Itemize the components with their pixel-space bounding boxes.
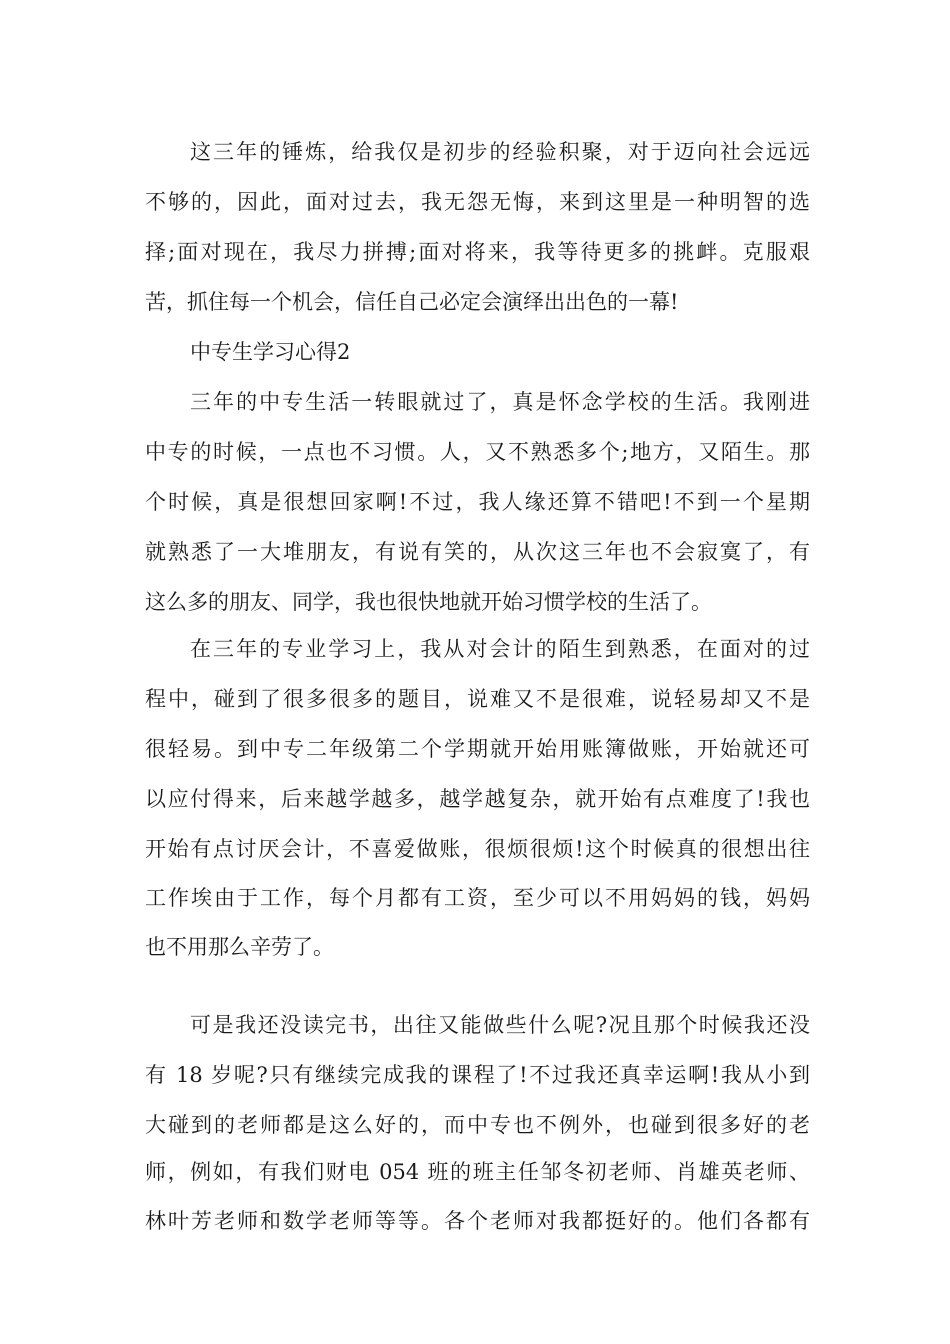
paragraph-3-line-4: 以应付得来，后来越学越多，越学越复杂，就开始有点难度了!我也 xyxy=(145,787,810,811)
paragraph-2-line-5: 这么多的朋友、同学，我也很快地就开始习惯学校的生活了。 xyxy=(145,590,712,614)
paragraph-2-line-3: 个时候，真是很想回家啊!不过，我人缘还算不错吧!不到一个星期 xyxy=(145,490,810,514)
paragraph-3-line-5: 开始有点讨厌会计，不喜爱做账，很烦很烦!这个时候真的很想出往 xyxy=(145,837,810,861)
section-heading: 中专生学习心得2 xyxy=(190,340,351,364)
paragraph-1-line-2: 不够的，因此，面对过去，我无怨无悔，来到这里是一种明智的选 xyxy=(145,190,810,214)
paragraph-1-line-1: 这三年的锤炼，给我仅是初步的经验积聚，对于迈向社会远远 xyxy=(190,140,810,164)
paragraph-2-line-4: 就熟悉了一大堆朋友，有说有笑的，从次这三年也不会寂寞了，有 xyxy=(145,540,810,564)
paragraph-4-line-5: 林叶芳老师和数学老师等等。各个老师对我都挺好的。他们各都有 xyxy=(145,1209,810,1233)
paragraph-2-line-2: 中专的时候，一点也不习惯。人，又不熟悉多个;地方，又陌生。那 xyxy=(145,440,810,464)
paragraph-3-line-6: 工作埃由于工作，每个月都有工资，至少可以不用妈妈的钱，妈妈 xyxy=(145,886,810,910)
paragraph-1-line-3: 择;面对现在，我尽力拼搏;面对将来，我等待更多的挑衅。克服艰 xyxy=(145,240,810,264)
paragraph-3-line-1: 在三年的专业学习上，我从对会计的陌生到熟悉，在面对的过 xyxy=(190,637,810,661)
paragraph-3-line-3: 很轻易。到中专二年级第二个学期就开始用账簿做账，开始就还可 xyxy=(145,737,810,761)
paragraph-3-line-7: 也不用那么辛劳了。 xyxy=(145,935,334,959)
paragraph-4-line-1: 可是我还没读完书，出往又能做些什么呢?况且那个时候我还没 xyxy=(190,1013,810,1037)
paragraph-3-line-2: 程中，碰到了很多很多的题目，说难又不是很难，说轻易却又不是 xyxy=(145,687,810,711)
paragraph-4-line-2: 有 18 岁呢?只有继续完成我的课程了!不过我还真幸运啊!我从小到 xyxy=(145,1063,810,1087)
paragraph-4-line-4: 师，例如，有我们财电 054 班的班主任邹冬初老师、肖雄英老师、 xyxy=(145,1160,810,1184)
paragraph-1-line-4: 苦，抓住每一个机会，信任自己必定会演绎出出色的一幕! xyxy=(145,290,679,314)
paragraph-4-line-3: 大碰到的老师都是这么好的，而中专也不例外，也碰到很多好的老 xyxy=(145,1113,810,1137)
paragraph-2-line-1: 三年的中专生活一转眼就过了，真是怀念学校的生活。我刚进 xyxy=(190,390,810,414)
